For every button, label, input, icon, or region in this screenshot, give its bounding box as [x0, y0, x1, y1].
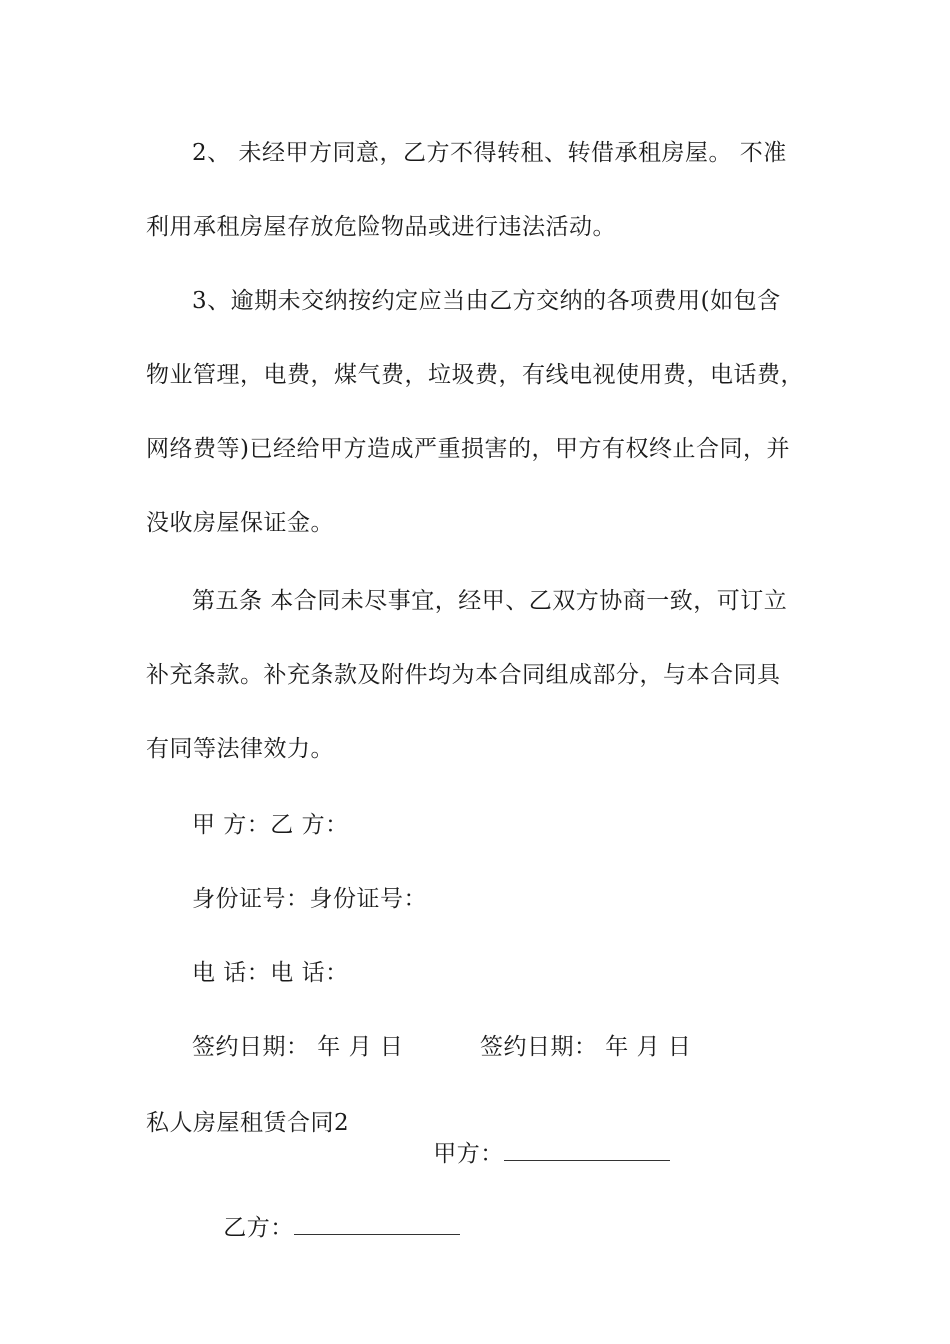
signature-date-party-a: 签约日期： 年 月 日 — [192, 1034, 404, 1060]
contract-2-party-b — [192, 1182, 460, 1273]
clause-3-line-1: 3、逾期未交纳按约定应当由乙方交纳的各项费用(如包含 — [192, 288, 781, 314]
signature-id-numbers: 身份证号：身份证号： — [192, 886, 427, 912]
contract-2-party-a-blank — [504, 1138, 670, 1161]
signature-phones: 电 话：电 话： — [192, 960, 349, 986]
clause-2-line-1: 2、 未经甲方同意，乙方不得转租、转借承租房屋。 不准 — [192, 140, 787, 166]
article-5-line-2: 补充条款。补充条款及附件均为本合同组成部分，与本合同具 — [146, 662, 781, 688]
article-5-line-3: 有同等法律效力。 — [146, 736, 334, 762]
article-5-line-1: 第五条 本合同未尽事宜，经甲、乙双方协商一致，可订立 — [192, 588, 788, 614]
signature-date-party-b: 签约日期： 年 月 日 — [480, 1034, 692, 1060]
clause-3-line-4: 没收房屋保证金。 — [146, 510, 334, 536]
contract-2-party-b-blank — [294, 1212, 460, 1235]
contract-2-party-b-label: 乙方： — [223, 1215, 294, 1241]
contract-2-title: 私人房屋租赁合同2 — [146, 1110, 350, 1136]
clause-3-line-3: 网络费等)已经给甲方造成严重损害的，甲方有权终止合同，并 — [146, 436, 790, 462]
clause-2-line-2: 利用承租房屋存放危险物品或进行违法活动。 — [146, 214, 616, 240]
contract-2-party-a-label: 甲方： — [433, 1141, 504, 1167]
clause-3-line-2: 物业管理，电费，煤气费，垃圾费，有线电视使用费，电话费， — [146, 362, 804, 388]
signature-parties: 甲 方：乙 方： — [192, 812, 349, 838]
